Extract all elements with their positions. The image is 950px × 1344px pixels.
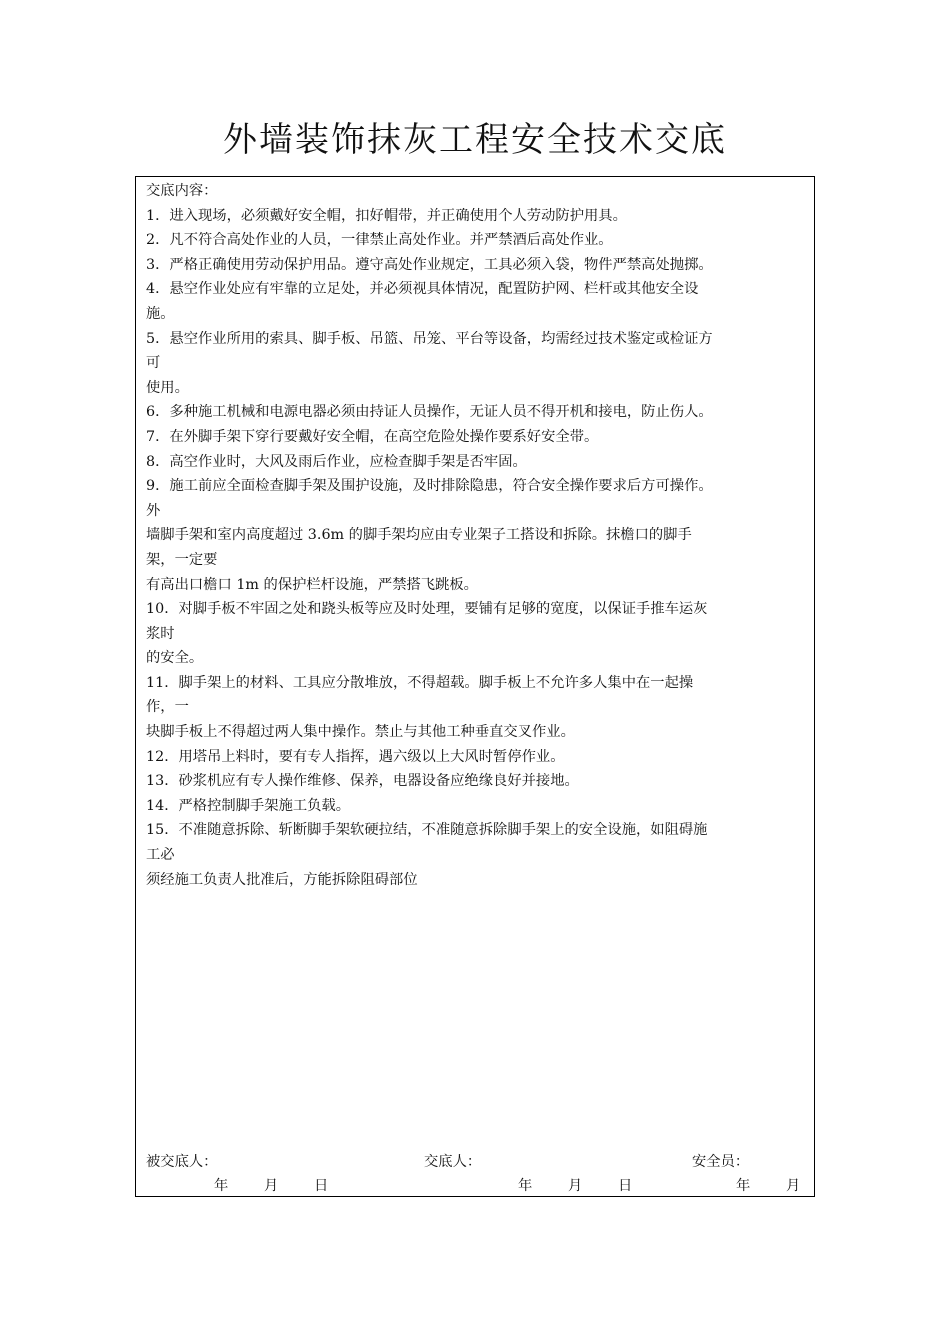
content-line: 须经施工负责人批准后，方能拆除阻碍部位 bbox=[146, 871, 418, 888]
content-line: 5．悬空作业所用的索具、脚手板、吊篮、吊笼、平台等设备，均需经过技术鉴定或检证方 bbox=[146, 330, 713, 347]
briefing-content bbox=[146, 179, 808, 892]
content-line: 工必 bbox=[146, 847, 175, 864]
content-line: 15．不准随意拆除、斩断脚手架软硬拉结，不准随意拆除脚手架上的安全设施，如阻碍施 bbox=[146, 822, 708, 839]
content-line: 有高出口檐口 1m 的保护栏杆设施，严禁搭飞跳板。 bbox=[146, 576, 478, 593]
content-line: 11．脚手架上的材料、工具应分散堆放，不得超载。脚手板上不允许多人集中在一起操 bbox=[146, 674, 694, 691]
safety-officer-year: 年 bbox=[736, 1178, 751, 1194]
receiver-year: 年 bbox=[214, 1178, 229, 1194]
content-line: 作，一 bbox=[146, 699, 189, 716]
presenter-month: 月 bbox=[568, 1178, 583, 1194]
content-line: 的安全。 bbox=[146, 650, 204, 667]
briefing-box bbox=[135, 176, 815, 1197]
content-line: 4．悬空作业处应有牢靠的立足处，并必须视具体情况，配置防护网、栏杆或其他安全设 bbox=[146, 281, 699, 298]
content-line: 可 bbox=[146, 355, 161, 372]
safety-officer-month: 月 bbox=[786, 1178, 801, 1194]
content-line: 8．高空作业时，大风及雨后作业，应检查脚手架是否牢固。 bbox=[146, 453, 527, 470]
content-line: 浆时 bbox=[146, 625, 175, 642]
content-line: 施。 bbox=[146, 305, 175, 322]
content-line: 外 bbox=[146, 502, 161, 519]
content-line: 7．在外脚手架下穿行要戴好安全帽，在高空危险处操作要系好安全带。 bbox=[146, 428, 599, 445]
presenter-day: 日 bbox=[618, 1178, 633, 1194]
content-line: 6．多种施工机械和电源电器必须由持证人员操作，无证人员不得开机和接电，防止伤人。 bbox=[146, 404, 713, 421]
content-line: 9．施工前应全面检查脚手架及围护设施，及时排除隐患，符合安全操作要求后方可操作。 bbox=[146, 478, 713, 495]
content-line: 1．进入现场，必须戴好安全帽，扣好帽带，并正确使用个人劳动防护用具。 bbox=[146, 207, 627, 224]
presenter-label: 交底人： bbox=[424, 1154, 482, 1170]
receiver-day: 日 bbox=[314, 1178, 329, 1194]
presenter-year: 年 bbox=[518, 1178, 533, 1194]
receiver-month: 月 bbox=[264, 1178, 279, 1194]
content-line: 14．严格控制脚手架施工负载。 bbox=[146, 797, 351, 814]
content-line: 13．砂浆机应有专人操作维修、保养，电器设备应绝缘良好并接地。 bbox=[146, 773, 579, 790]
receiver-label: 被交底人： bbox=[146, 1154, 218, 1170]
content-line: 块脚手板上不得超过两人集中操作。禁止与其他工种垂直交叉作业。 bbox=[146, 724, 575, 741]
safety-officer-label: 安全员： bbox=[692, 1154, 750, 1170]
content-line: 交底内容： bbox=[146, 183, 218, 199]
content-line: 墙脚手架和室内高度超过 3.6m 的脚手架均应由专业架子工搭设和拆除。抹檐口的脚手 bbox=[146, 527, 692, 544]
content-line: 使用。 bbox=[146, 379, 189, 396]
content-line: 3．严格正确使用劳动保护用品。遵守高处作业规定，工具必须入袋，物件严禁高处抛掷。 bbox=[146, 256, 713, 273]
content-line: 12．用塔吊上料时，要有专人指挥，遇六级以上大风时暂停作业。 bbox=[146, 748, 565, 765]
content-line: 2．凡不符合高处作业的人员，一律禁止高处作业。并严禁酒后高处作业。 bbox=[146, 232, 613, 249]
content-line: 架，一定要 bbox=[146, 551, 218, 568]
document-title: 外墙装饰抹灰工程安全技术交底 bbox=[223, 120, 727, 160]
content-line: 10．对脚手板不牢固之处和跷头板等应及时处理，要铺有足够的宽度，以保证手推车运灰 bbox=[146, 601, 708, 618]
